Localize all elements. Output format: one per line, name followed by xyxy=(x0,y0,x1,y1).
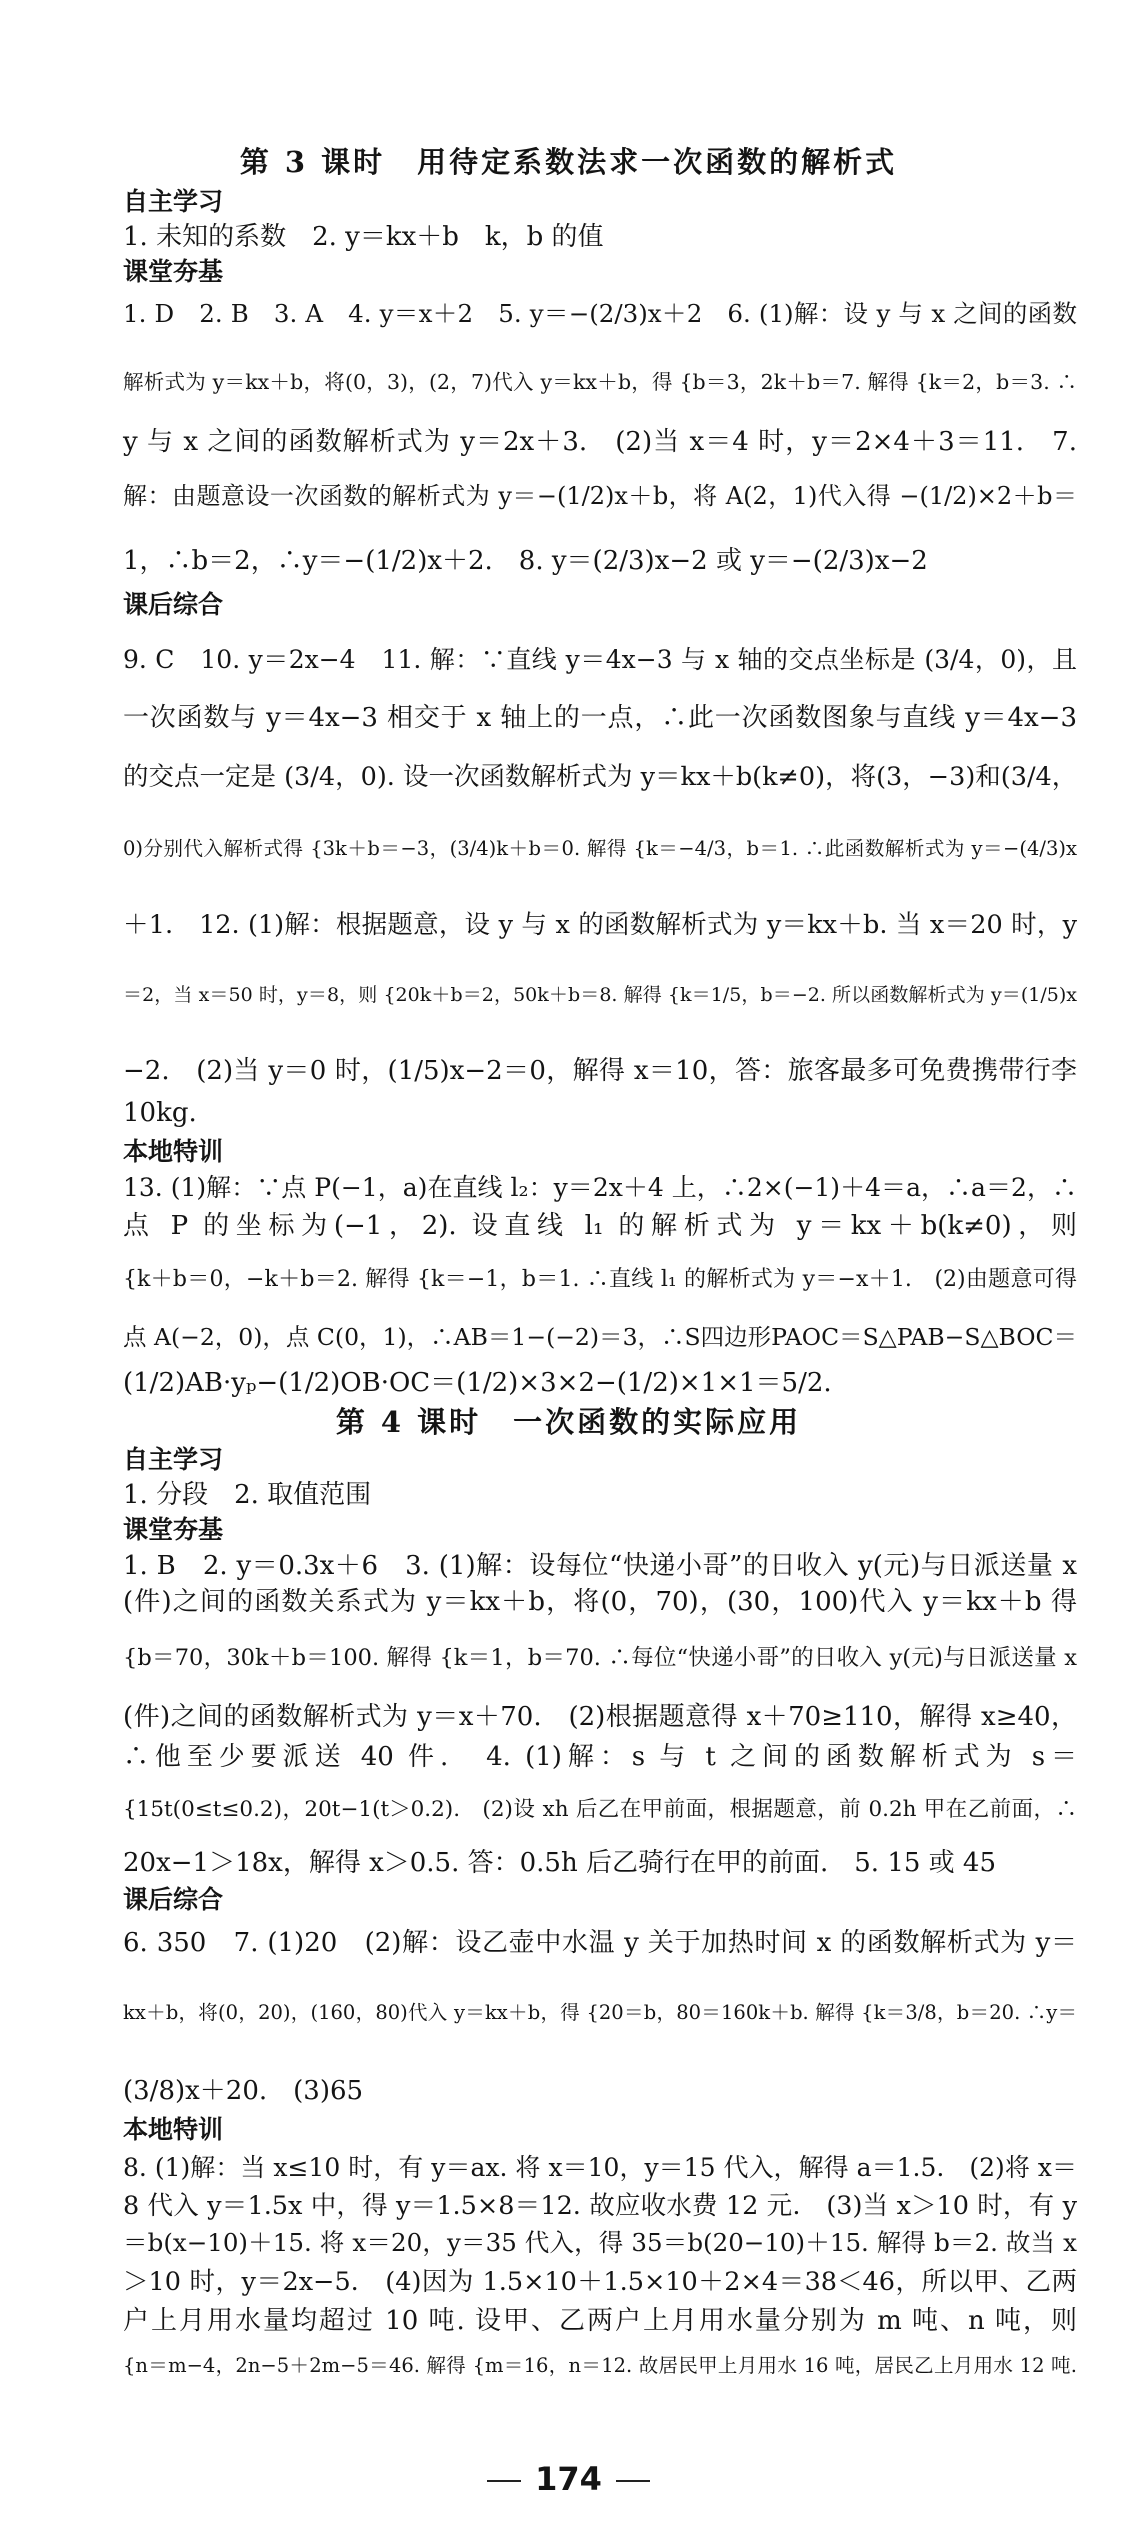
answer-line: 点 P 的坐标为(−1，2). 设直线 l₁ 的解析式为 y＝kx＋b(k≠0)，则 xyxy=(123,1211,1077,1241)
answer-line: (1/2)AB·yₚ−(1/2)OB·OC＝(1/2)×3×2−(1/2)×1×1＝5/2. xyxy=(123,1368,832,1398)
heading-after-class-1: 课后综合 xyxy=(123,590,224,619)
answer-line: ＝2，当 x＝50 时，y＝8，则 {20k＋b＝2，50k＋b＝8. 解得 {k＝1/5，b＝−2. 所以函数解析式为 y＝(1/5)x xyxy=(123,984,1077,1006)
lesson-4-title: 第 4 课时 一次函数的实际应用 xyxy=(335,1405,802,1439)
answer-line: {15t(0≤t≤0.2)，20t−1(t＞0.2). (2)设 xh 后乙在甲前面，根据题意，前 0.2h 甲在乙前面，∴ xyxy=(123,1797,1077,1822)
answer-line: 解：由题意设一次函数的解析式为 y＝−(1/2)x＋b，将 A(2，1)代入得 −(1/2)×2＋b＝ xyxy=(123,482,1077,510)
answer-line: 1. 分段 2. 取值范围 xyxy=(123,1480,372,1510)
heading-local-training-2: 本地特训 xyxy=(123,2115,224,2144)
answer-line: 的交点一定是 (3/4，0). 设一次函数解析式为 y＝kx＋b(k≠0)，将(3，−3)和(3/4， xyxy=(123,762,1078,792)
answer-line: 户上月用水量均超过 10 吨. 设甲、乙两户上月用水量分别为 m 吨、n 吨，则 xyxy=(123,2306,1077,2336)
answer-line: 0)分别代入解析式得 {3k＋b＝−3，(3/4)k＋b＝0. 解得 {k＝−4/3，b＝1. ∴此函数解析式为 y＝−(4/3)x xyxy=(123,837,1077,860)
answer-line: −2. (2)当 y＝0 时，(1/5)x−2＝0，解得 x＝10，答：旅客最多可免费携带行李 xyxy=(123,1056,1077,1086)
answer-line: y 与 x 之间的函数解析式为 y＝2x＋3. (2)当 x＝4 时，y＝2×4＋3＝11. 7. xyxy=(123,427,1077,457)
heading-classwork-2: 课堂夯基 xyxy=(123,1515,224,1544)
answer-line: ∴他至少要派送 40 件. 4. (1)解：s 与 t 之间的函数解析式为 s＝ xyxy=(123,1742,1077,1772)
heading-classwork-1: 课堂夯基 xyxy=(123,257,224,286)
heading-self-study-1: 自主学习 xyxy=(123,187,224,216)
heading-local-training-1: 本地特训 xyxy=(123,1137,224,1166)
answer-line: {n＝m−4，2n−5＋2m−5＝46. 解得 {m＝16，n＝12. 故居民甲上月用水 16 吨，居民乙上月用水 12 吨. xyxy=(123,2354,1077,2377)
answer-line: ＞10 时，y＝2x−5. (4)因为 1.5×10＋1.5×10＋2×4＝38＜46，所以甲、乙两 xyxy=(123,2267,1077,2297)
answer-line: 8 代入 y＝1.5x 中，得 y＝1.5×8＝12. 故应收水费 12 元. (3)当 x＞10 时，有 y xyxy=(123,2191,1077,2221)
answer-line: {b＝70，30k＋b＝100. 解得 {k＝1，b＝70. ∴每位“快递小哥”的日收入 y(元)与日派送量 x xyxy=(123,1645,1077,1671)
answer-line: 20x−1＞18x，解得 x＞0.5. 答：0.5h 后乙骑行在甲的前面. 5. 15 或 45 xyxy=(123,1848,997,1878)
answer-line: 解析式为 y＝kx＋b，将(0，3)，(2，7)代入 y＝kx＋b，得 {b＝3，2k＋b＝7. 解得 {k＝2，b＝3. ∴ xyxy=(123,370,1077,394)
answer-line: 13. (1)解：∵点 P(−1，a)在直线 l₂：y＝2x＋4 上，∴2×(−1)＋4＝a，∴a＝2，∴ xyxy=(123,1173,1077,1202)
right-dash xyxy=(616,2480,650,2482)
answer-line: (3/8)x＋20. (3)65 xyxy=(123,2076,364,2106)
answer-line: 1，∴b＝2，∴y＝−(1/2)x＋2. 8. y＝(2/3)x−2 或 y＝−(2/3)x−2 xyxy=(123,546,928,576)
heading-self-study-2: 自主学习 xyxy=(123,1445,224,1474)
left-dash xyxy=(487,2480,521,2482)
answer-line: 8. (1)解：当 x≤10 时，有 y＝ax. 将 x＝10，y＝15 代入，解得 a＝1.5. (2)将 x＝ xyxy=(123,2153,1077,2182)
page-number-text: 174 xyxy=(535,2460,602,2498)
answer-line: 6. 350 7. (1)20 (2)解：设乙壶中水温 y 关于加热时间 x 的函数解析式为 y＝ xyxy=(123,1928,1077,1958)
answer-line: 10kg. xyxy=(123,1098,197,1128)
answer-line: 点 A(−2，0)，点 C(0，1)，∴AB＝1−(−2)＝3，∴S四边形PAOC＝S△PAB−S△BOC＝ xyxy=(123,1323,1077,1351)
answer-line: 一次函数与 y＝4x−3 相交于 x 轴上的一点，∴此一次函数图象与直线 y＝4x−3 xyxy=(123,703,1077,733)
heading-after-class-2: 课后综合 xyxy=(123,1885,224,1914)
answer-line: 1. D 2. B 3. A 4. y＝x＋2 5. y＝−(2/3)x＋2 6. (1)解：设 y 与 x 之间的函数 xyxy=(123,299,1077,328)
answer-line: ＋1. 12. (1)解：根据题意，设 y 与 x 的函数解析式为 y＝kx＋b. 当 x＝20 时，y xyxy=(123,910,1077,940)
answer-line: kx＋b，将(0，20)，(160，80)代入 y＝kx＋b，得 {20＝b，80＝160k＋b. 解得 {k＝3/8，b＝20. ∴y＝ xyxy=(123,2001,1077,2024)
lesson-3-title: 第 3 课时 用待定系数法求一次函数的解析式 xyxy=(239,145,898,179)
answer-line: 1. B 2. y＝0.3x＋6 3. (1)解：设每位“快递小哥”的日收入 y(元)与日派送量 x xyxy=(123,1551,1077,1581)
answer-line: (件)之间的函数解析式为 y＝x＋70. (2)根据题意得 x＋70≥110，解得 x≥40， xyxy=(123,1702,1077,1732)
answer-line: 9. C 10. y＝2x−4 11. 解：∵直线 y＝4x−3 与 x 轴的交点坐标是 (3/4，0)，且 xyxy=(123,645,1077,674)
answer-line: {k＋b＝0，−k＋b＝2. 解得 {k＝−1，b＝1. ∴直线 l₁ 的解析式为 y＝−x＋1. (2)由题意可得 xyxy=(123,1267,1077,1292)
answer-line: (件)之间的函数关系式为 y＝kx＋b，将(0，70)，(30，100)代入 y＝kx＋b 得 xyxy=(123,1587,1077,1617)
answer-line: 1. 未知的系数 2. y＝kx＋b k，b 的值 xyxy=(123,222,604,252)
answer-line: ＝b(x−10)＋15. 将 x＝20，y＝35 代入，得 35＝b(20−10)＋15. 解得 b＝2. 故当 x xyxy=(123,2228,1077,2257)
page-number xyxy=(0,2460,1137,2498)
